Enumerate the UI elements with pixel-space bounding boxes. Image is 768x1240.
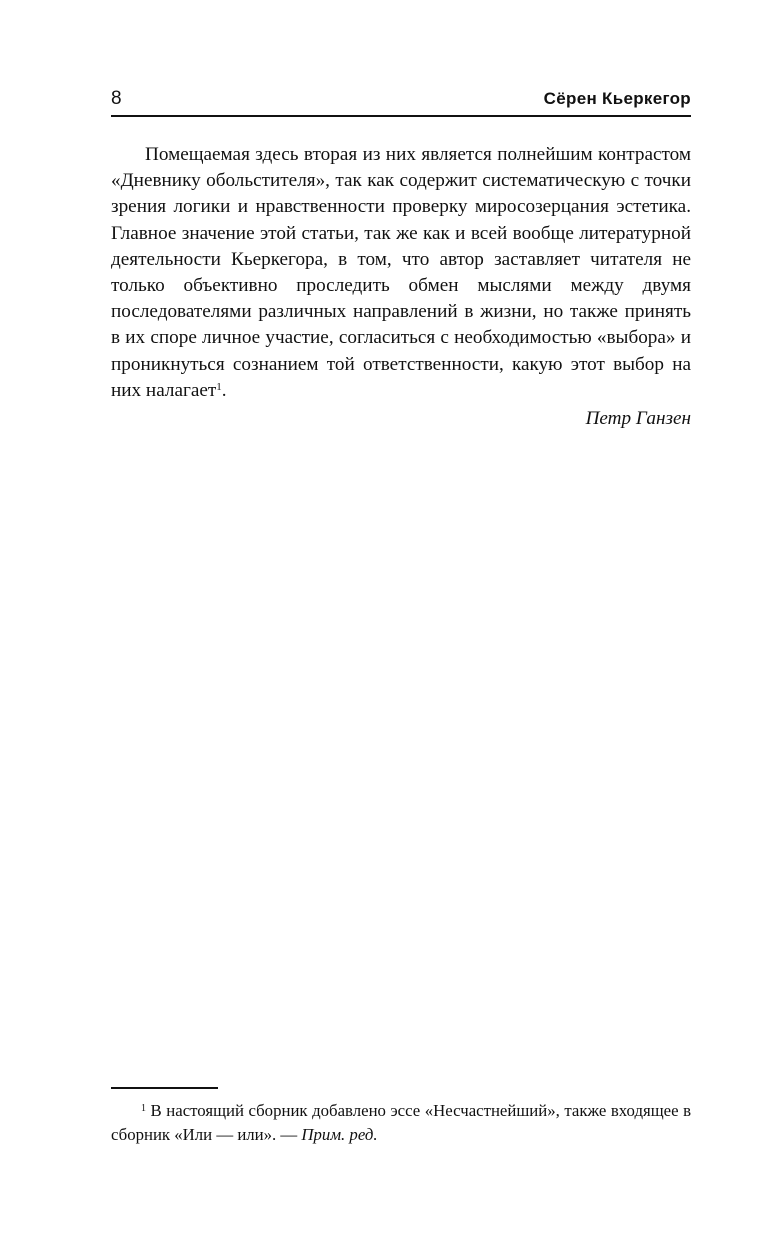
running-head bbox=[111, 86, 691, 112]
footnote-marker: 1 bbox=[141, 1103, 146, 1114]
running-head-author: Сёрен Кьеркегор bbox=[543, 89, 691, 108]
book-page bbox=[111, 0, 691, 1240]
paragraph-text: Помещаемая здесь вторая из них является полнейшим контрастом «Дневнику обольстителя», так как содержит систематическую с точки зрения логики и нравственности проверку миросозерцания эстетика. Главное значение этой статьи, так же как и всей вообще литературной деятельности Кьеркегора, в том, что автор заставляет читателя не только объективно проследить обмен мыслями между двумя последователями различных направлений в жизни, но также принять в их споре личное участие, согласиться с необходимостью «выбора» и проникнуться сознанием той ответственности, какую этот выбор на них налагает bbox=[111, 144, 691, 401]
page-number: 8 bbox=[111, 88, 122, 109]
footnote-reference: 1 bbox=[216, 380, 222, 393]
footnote-rule bbox=[111, 1087, 218, 1089]
paragraph-end: . bbox=[221, 379, 227, 401]
footnote-text: В настоящий сборник добавлено эссе «Несчастнейший», также входящее в сборник «Или — или». — bbox=[111, 1101, 691, 1144]
body-paragraph bbox=[111, 142, 691, 404]
footnote bbox=[111, 1099, 691, 1147]
signature: Петр Ганзен bbox=[585, 408, 691, 429]
header-rule bbox=[111, 115, 691, 117]
editor-note: Прим. ред. bbox=[301, 1125, 378, 1144]
